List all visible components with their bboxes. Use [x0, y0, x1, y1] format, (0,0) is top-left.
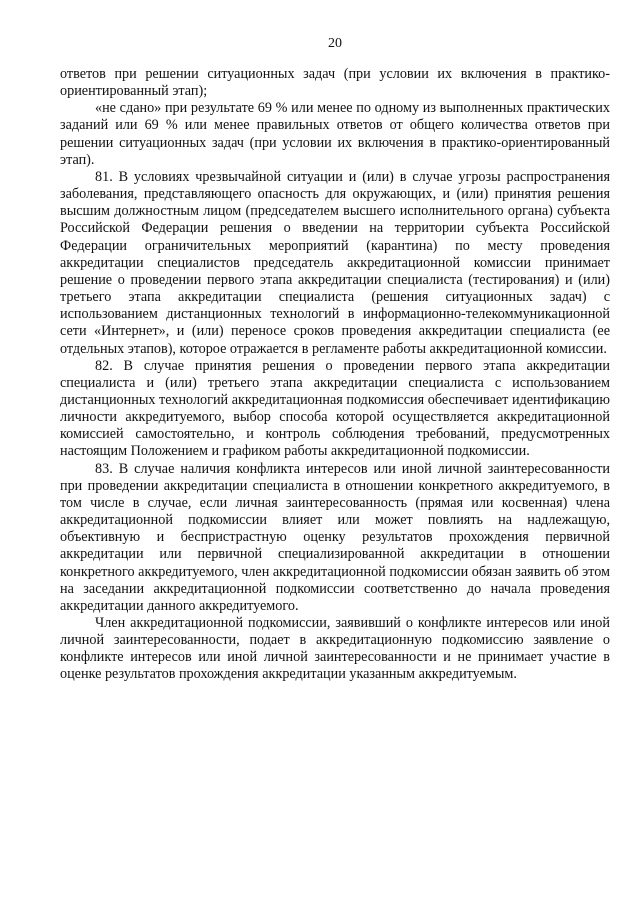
page-number: 20 [328, 36, 342, 51]
document-page [60, 0, 610, 905]
paragraph-member-conflict: Член аккредитационной подкомиссии, заявивший о конфликте интересов или иной личной заинтересованности, подает в аккредитационную подкомиссию заявление о конфликте интересов или иной личной заинтересованности и не принимает участие в оценке результатов прохождения аккредитации указанным аккредитуемым. [60, 615, 610, 683]
paragraph-81: 81. В условиях чрезвычайной ситуации и (или) в случае угрозы распространения заболевания, представляющего опасность для окружающих, и (или) принятия решения высшим должностным лицом (председателем высшего исполнительного органа) субъекта Российской Федерации решения о введении на территории субъекта Российской Федерации ограничительных мероприятий (карантина) по месту проведения аккредитации специалистов председатель аккредитационной комиссии принимает решение о проведении первого этапа аккредитации специалиста (тестирования) и (или) третьего этапа аккредитации специалиста (решения ситуационных задач) с использованием дистанционных технологий в информационно-телекоммуникационной сети «Интернет», и (или) переносе сроков проведения аккредитации специалиста (ее отдельных этапов), которое отражается в регламенте работы аккредитационной комиссии. [60, 168, 610, 357]
paragraph-not-passed: «не сдано» при результате 69 % или менее по одному из выполненных практических заданий или 69 % или менее правильных ответов от общего количества ответов при решении ситуационных задач (при условии их включения в практико-ориентированный этап). [60, 100, 610, 168]
paragraph-continuation: ответов при решении ситуационных задач (при условии их включения в практико-ориентированный этап); [60, 66, 610, 100]
document-body [60, 66, 610, 684]
paragraph-83: 83. В случае наличия конфликта интересов или иной личной заинтересованности при проведении аккредитации специалиста в отношении конкретного аккредитуемого, в том числе в случае, если личная заинтересованность (прямая или косвенная) члена аккредитационной подкомиссии влияет или может повлиять на надлежащую, объективную и беспристрастную оценку результатов прохождения первичной аккредитации или первичной специализированной аккредитации в отношении конкретного аккредитуемого, член аккредитационной подкомиссии обязан заявить об этом на заседании аккредитационной подкомиссии соответственно до начала проведения аккредитации данного аккредитуемого. [60, 460, 610, 614]
paragraph-82: 82. В случае принятия решения о проведении первого этапа аккредитации специалиста и (или) третьего этапа аккредитации специалиста с использованием дистанционных технологий аккредитационная подкомиссия обеспечивает идентификацию личности аккредитуемого, выбор способа которой осуществляется аккредитационной комиссией самостоятельно, и контроль соблюдения требований, предусмотренных настоящим Положением и графиком работы аккредитационной подкомиссии. [60, 357, 610, 460]
